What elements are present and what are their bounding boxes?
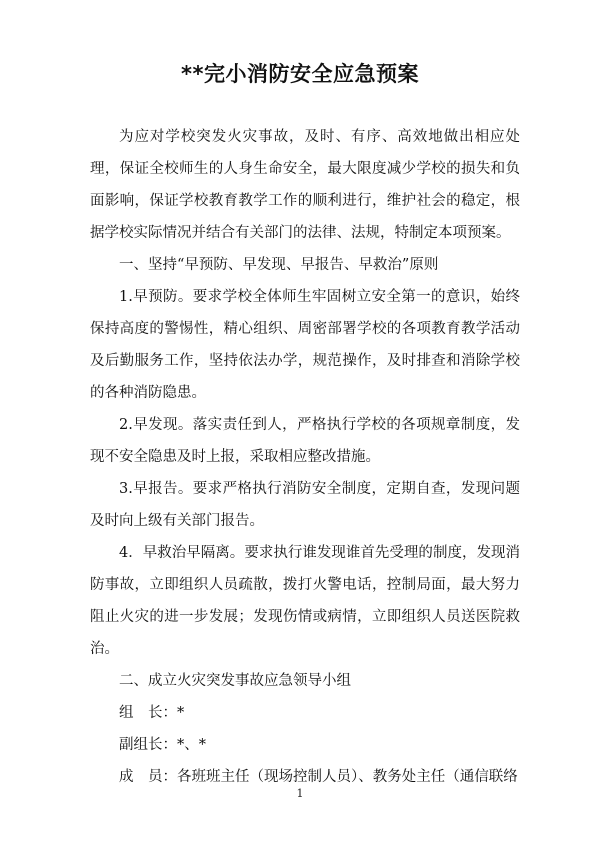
deputy-leader-line: 副组长：*、* bbox=[119, 737, 206, 753]
document-title: **完小消防安全应急预案 bbox=[181, 62, 419, 86]
paragraph-early-detection: 2.早发现。落实责任到人，严格执行学校的各项规章制度，发现不安全隐患及时上报，采取相应整改措施。 bbox=[90, 417, 520, 465]
members-line: 成 员：各班班主任（现场控制人员）、教务处主任（通信联络 bbox=[119, 769, 518, 785]
page-number: 1 bbox=[296, 787, 304, 800]
intro-paragraph: 为应对学校突发火灾事故，及时、有序、高效地做出相应处理，保证全校师生的人身生命安全，最大限度减少学校的损失和负面影响，保证学校教育教学工作的顺利进行，维护社会的稳定，根据学校实际情况并结合有关部门的法律、法规，特制定本项预案。 bbox=[90, 129, 520, 241]
paragraph-early-reporting: 3.早报告。要求严格执行消防安全制度，定期自查，发现问题及时向上级有关部门报告。 bbox=[90, 481, 520, 529]
paragraph-early-prevention: 1.早预防。要求学校全体师生牢固树立安全第一的意识，始终保持高度的警惕性，精心组织、周密部署学校的各项教育教学活动及后勤服务工作，坚持依法办学，规范操作，及时排查和消除学校的各种消防隐患。 bbox=[90, 289, 520, 401]
group-leader-line: 组 长：* bbox=[119, 705, 185, 721]
paragraph-early-treatment: 4．早救治早隔离。要求执行谁发现谁首先受理的制度，发现消防事故，立即组织人员疏散，拨打火警电话，控制局面，最大努力阻止火灾的进一步发展；发现伤情或病情，立即组织人员送医院救治。 bbox=[90, 545, 520, 657]
section-heading-principles: 一、坚持“早预防、早发现、早报告、早救治”原则 bbox=[119, 257, 439, 273]
document-body bbox=[90, 121, 520, 793]
section-heading-leadership-group: 二、成立火灾突发事故应急领导小组 bbox=[119, 673, 351, 689]
